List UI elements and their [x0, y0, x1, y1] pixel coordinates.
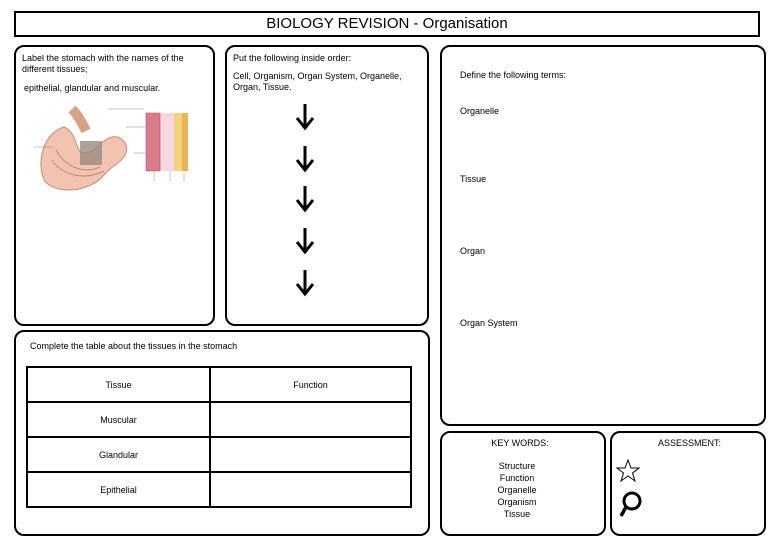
key-word: Structure [498, 461, 536, 471]
key-word: Organism [497, 497, 537, 507]
key-word: Function [499, 473, 535, 483]
stomach-tissue-list: epithelial, glandular and muscular. [24, 83, 161, 93]
order-box [225, 45, 429, 326]
key-words-heading: KEY WORDS: [491, 438, 549, 448]
table-cell-function[interactable] [210, 437, 411, 472]
assessment-heading: ASSESSMENT: [658, 438, 722, 448]
table-cell-tissue: Muscular [27, 402, 210, 437]
page-title: BIOLOGY REVISION - Organisation [14, 11, 760, 37]
arrow-down-icon [295, 103, 315, 131]
order-items: Cell, Organism, Organ System, Organelle, Organ, Tissue. [233, 71, 402, 92]
table-cell-function[interactable] [210, 402, 411, 437]
arrow-down-icon [295, 185, 315, 213]
table-row [27, 437, 411, 472]
table-cell-tissue: Epithelial [27, 472, 210, 507]
magnifier-icon [619, 491, 643, 519]
arrow-down-icon [295, 269, 315, 297]
assessment-box [610, 431, 766, 536]
table-row [27, 402, 411, 437]
key-word: Tissue [503, 509, 531, 519]
star-icon [616, 459, 640, 483]
term-tissue: Tissue [460, 174, 487, 184]
table-cell-tissue: Glandular [27, 437, 210, 472]
arrow-down-icon [295, 145, 315, 173]
stomach-instruction: Label the stomach with the names of the different tissues; [22, 53, 184, 74]
tissue-table [26, 366, 412, 508]
term-organ-system: Organ System [460, 318, 518, 328]
table-header-function: Function [210, 367, 411, 402]
define-terms-box [440, 45, 766, 426]
stomach-diagram [34, 105, 204, 195]
table-row [27, 472, 411, 507]
table-header-tissue: Tissue [27, 367, 210, 402]
table-header-row [27, 367, 411, 402]
key-word: Organelle [497, 485, 537, 495]
arrow-down-icon [295, 227, 315, 255]
term-organelle: Organelle [460, 106, 500, 116]
term-organ: Organ [460, 246, 486, 256]
key-words-list [462, 460, 572, 520]
order-instruction: Put the following inside order: [233, 53, 352, 63]
table-instruction: Complete the table about the tissues in the stomach [30, 341, 238, 351]
define-instruction: Define the following terms: [460, 70, 567, 80]
table-cell-function[interactable] [210, 472, 411, 507]
stomach-label-box [14, 45, 215, 326]
